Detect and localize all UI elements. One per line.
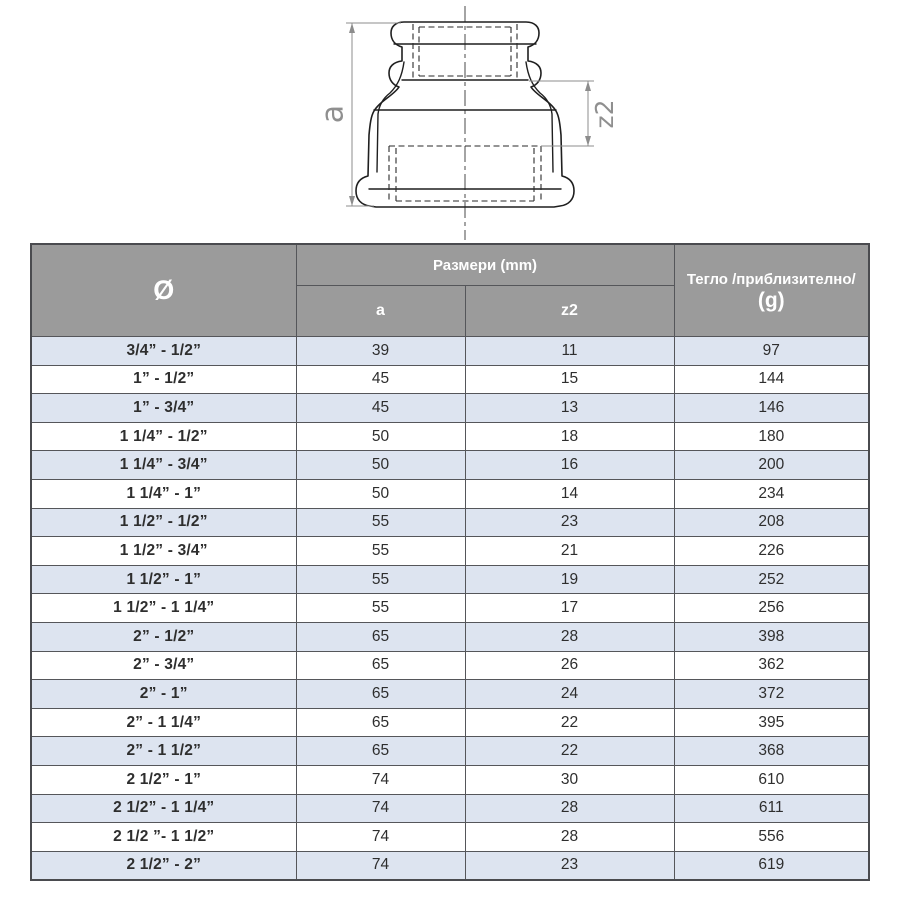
weight-cell: 234 — [674, 479, 869, 508]
weight-cell: 619 — [674, 851, 869, 880]
dimension-z2-label: z2 — [590, 99, 619, 129]
size-cell: 2 1/2” - 1 1/4” — [31, 794, 296, 823]
a-cell: 50 — [296, 422, 465, 451]
z2-cell: 28 — [465, 622, 674, 651]
weight-cell: 226 — [674, 537, 869, 566]
z2-cell: 26 — [465, 651, 674, 680]
z2-cell: 23 — [465, 851, 674, 880]
size-cell: 1” - 1/2” — [31, 365, 296, 394]
z2-cell: 13 — [465, 394, 674, 423]
a-cell: 55 — [296, 508, 465, 537]
size-cell: 1 1/2” - 1/2” — [31, 508, 296, 537]
z2-cell: 19 — [465, 565, 674, 594]
col-header-weight — [674, 244, 869, 337]
table-row — [31, 622, 869, 651]
a-cell: 65 — [296, 737, 465, 766]
size-cell: 2 1/2” - 1” — [31, 765, 296, 794]
table-row — [31, 794, 869, 823]
table-row — [31, 851, 869, 880]
z2-cell: 17 — [465, 594, 674, 623]
weight-cell: 362 — [674, 651, 869, 680]
size-cell: 2 1/2 ”- 1 1/2” — [31, 823, 296, 852]
technical-drawing — [0, 0, 900, 243]
z2-cell: 24 — [465, 680, 674, 709]
weight-header-line1: Тегло /приблизително/ — [686, 270, 856, 288]
size-cell: 2” - 3/4” — [31, 651, 296, 680]
col-header-z2: z2 — [465, 286, 674, 337]
dimension-a-label: a — [315, 104, 351, 124]
table-row — [31, 765, 869, 794]
dimension-z2 — [529, 81, 619, 146]
table-row — [31, 708, 869, 737]
weight-cell: 208 — [674, 508, 869, 537]
size-cell: 1 1/2” - 1” — [31, 565, 296, 594]
weight-cell: 398 — [674, 622, 869, 651]
table-row — [31, 680, 869, 709]
table-row — [31, 565, 869, 594]
table-row — [31, 737, 869, 766]
size-cell: 1” - 3/4” — [31, 394, 296, 423]
table-row — [31, 422, 869, 451]
z2-cell: 22 — [465, 708, 674, 737]
table-row — [31, 337, 869, 366]
weight-cell: 610 — [674, 765, 869, 794]
weight-cell: 180 — [674, 422, 869, 451]
weight-cell: 395 — [674, 708, 869, 737]
a-cell: 50 — [296, 479, 465, 508]
a-cell: 74 — [296, 823, 465, 852]
table-row — [31, 479, 869, 508]
dimension-a — [316, 23, 402, 206]
a-cell: 65 — [296, 708, 465, 737]
z2-cell: 28 — [465, 823, 674, 852]
col-header-a: a — [296, 286, 465, 337]
size-cell: 2” - 1 1/2” — [31, 737, 296, 766]
table-row — [31, 823, 869, 852]
a-cell: 45 — [296, 394, 465, 423]
size-cell: 1 1/2” - 3/4” — [31, 537, 296, 566]
a-cell: 74 — [296, 851, 465, 880]
size-cell: 2” - 1” — [31, 680, 296, 709]
a-cell: 39 — [296, 337, 465, 366]
size-cell: 1 1/4” - 3/4” — [31, 451, 296, 480]
weight-cell: 368 — [674, 737, 869, 766]
size-cell: 1 1/4” - 1/2” — [31, 422, 296, 451]
a-cell: 55 — [296, 594, 465, 623]
weight-cell: 556 — [674, 823, 869, 852]
weight-cell: 256 — [674, 594, 869, 623]
a-cell: 65 — [296, 651, 465, 680]
z2-cell: 15 — [465, 365, 674, 394]
size-cell: 1 1/4” - 1” — [31, 479, 296, 508]
col-header-diameter: Ø — [31, 244, 296, 337]
a-cell: 45 — [296, 365, 465, 394]
dimensions-table — [30, 243, 870, 881]
a-cell: 74 — [296, 794, 465, 823]
weight-cell: 252 — [674, 565, 869, 594]
table-header — [31, 244, 869, 337]
a-cell: 55 — [296, 565, 465, 594]
size-cell: 2” - 1/2” — [31, 622, 296, 651]
z2-cell: 14 — [465, 479, 674, 508]
z2-cell: 16 — [465, 451, 674, 480]
table-body — [31, 337, 869, 881]
col-header-dimensions-group: Размери (mm) — [296, 244, 674, 286]
weight-cell: 97 — [674, 337, 869, 366]
size-cell: 2 1/2” - 2” — [31, 851, 296, 880]
table-row — [31, 508, 869, 537]
a-cell: 50 — [296, 451, 465, 480]
a-cell: 55 — [296, 537, 465, 566]
size-cell: 3/4” - 1/2” — [31, 337, 296, 366]
weight-cell: 144 — [674, 365, 869, 394]
z2-cell: 21 — [465, 537, 674, 566]
a-cell: 65 — [296, 622, 465, 651]
table-row — [31, 537, 869, 566]
table-row — [31, 651, 869, 680]
a-cell: 65 — [296, 680, 465, 709]
a-cell: 74 — [296, 765, 465, 794]
z2-cell: 23 — [465, 508, 674, 537]
table-row — [31, 365, 869, 394]
table-row — [31, 394, 869, 423]
weight-cell: 200 — [674, 451, 869, 480]
z2-cell: 28 — [465, 794, 674, 823]
weight-cell: 146 — [674, 394, 869, 423]
size-cell: 1 1/2” - 1 1/4” — [31, 594, 296, 623]
table-row — [31, 451, 869, 480]
table-row — [31, 594, 869, 623]
z2-cell: 11 — [465, 337, 674, 366]
size-cell: 2” - 1 1/4” — [31, 708, 296, 737]
weight-header-line2: (g) — [757, 288, 785, 312]
weight-cell: 372 — [674, 680, 869, 709]
z2-cell: 22 — [465, 737, 674, 766]
z2-cell: 18 — [465, 422, 674, 451]
weight-cell: 611 — [674, 794, 869, 823]
z2-cell: 30 — [465, 765, 674, 794]
